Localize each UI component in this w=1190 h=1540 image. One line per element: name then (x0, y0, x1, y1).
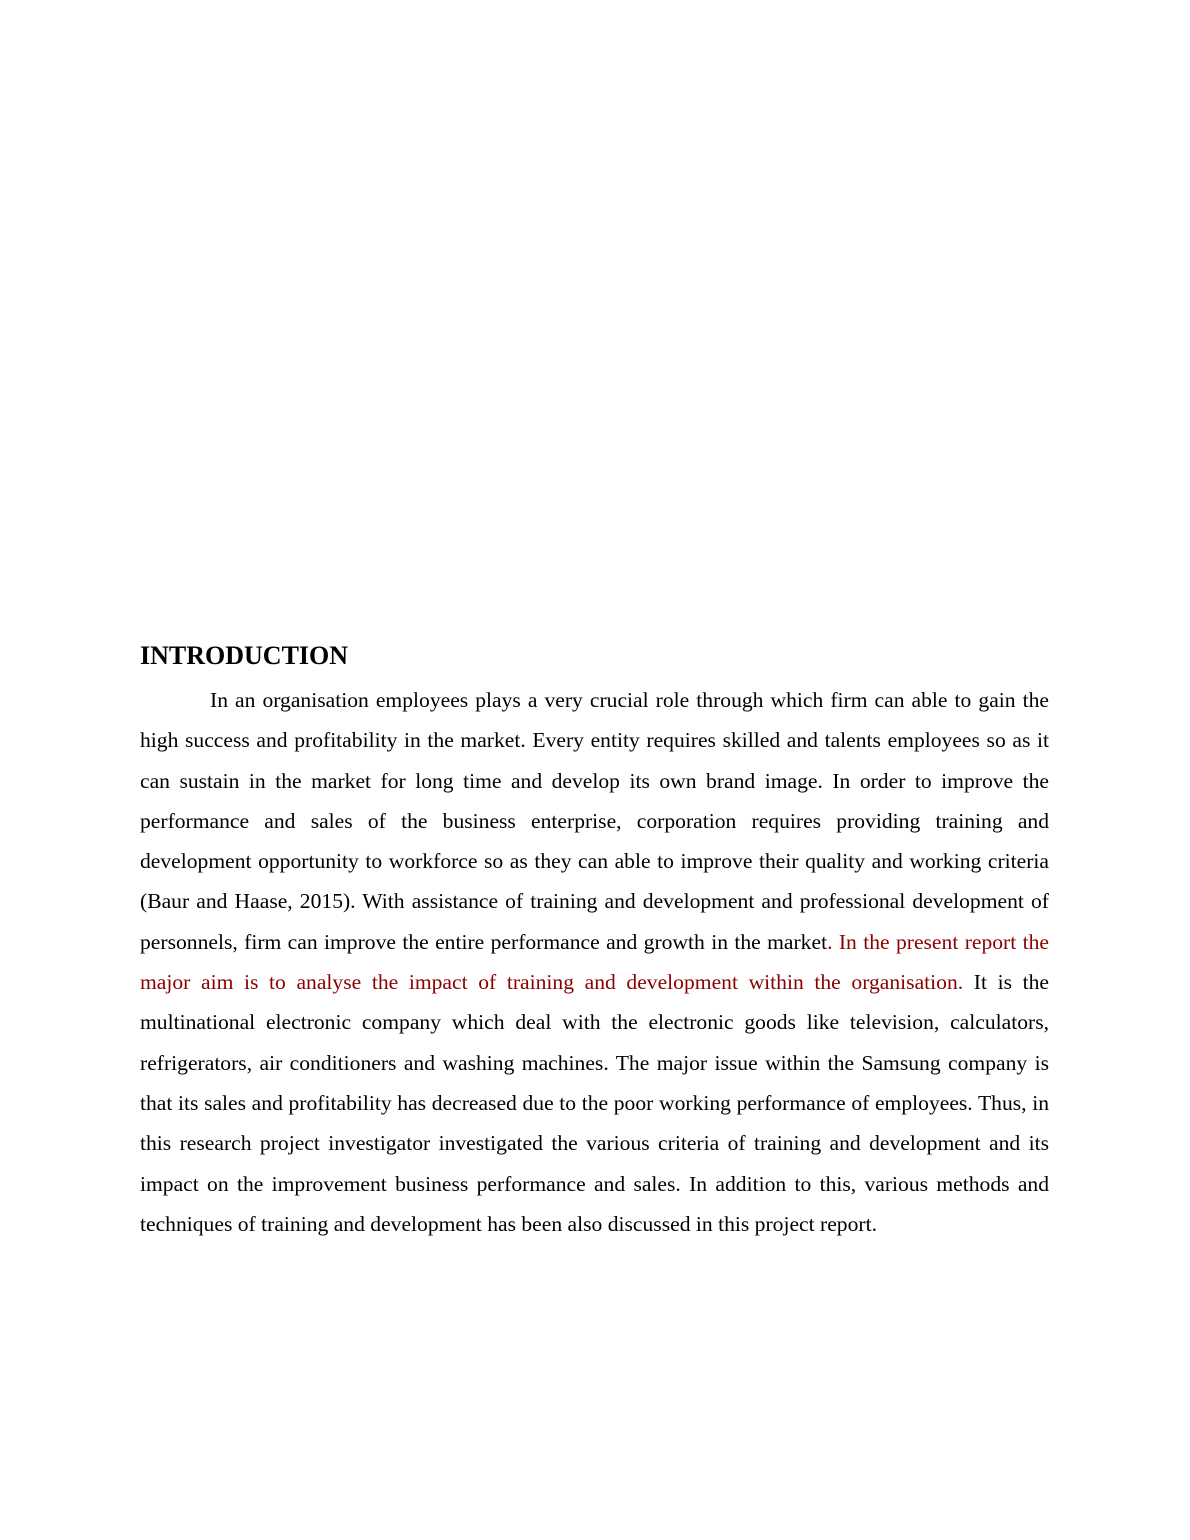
introduction-section (140, 638, 1049, 1244)
introduction-paragraph (140, 680, 1049, 1244)
paragraph-highlighted-aim: . In the present report the major aim is to analyse the impact of training and development within the organisation. (140, 929, 1050, 995)
paragraph-text-part1: In an organisation employees plays a very crucial role through which firm can able to gain the high success and profitability in the market. Every entity requires skilled and talents employees so as it can sustain in the market for long time and develop its own brand image. In order to improve the performance and sales of the business enterprise, corporation requires providing training and development opportunity to workforce so as they can able to improve their quality and working criteria (Baur and Haase, 2015). With assistance of training and development and professional development of personnels, firm can improve the entire performance and growth in the market (140, 688, 1049, 954)
section-heading: INTRODUCTION (140, 641, 349, 670)
paragraph-text-part2: It is the multinational electronic company which deal with the electronic goods like television, calculators, refrigerators, air conditioners and washing machines. The major issue within the Samsung company is that its sales and profitability has decreased due to the poor working performance of employees. Thus, in this research project investigator investigated the various criteria of training and development and its impact on the improvement business performance and sales. In addition to this, various methods and techniques of training and development has been also discussed in this project report. (140, 970, 1050, 1236)
